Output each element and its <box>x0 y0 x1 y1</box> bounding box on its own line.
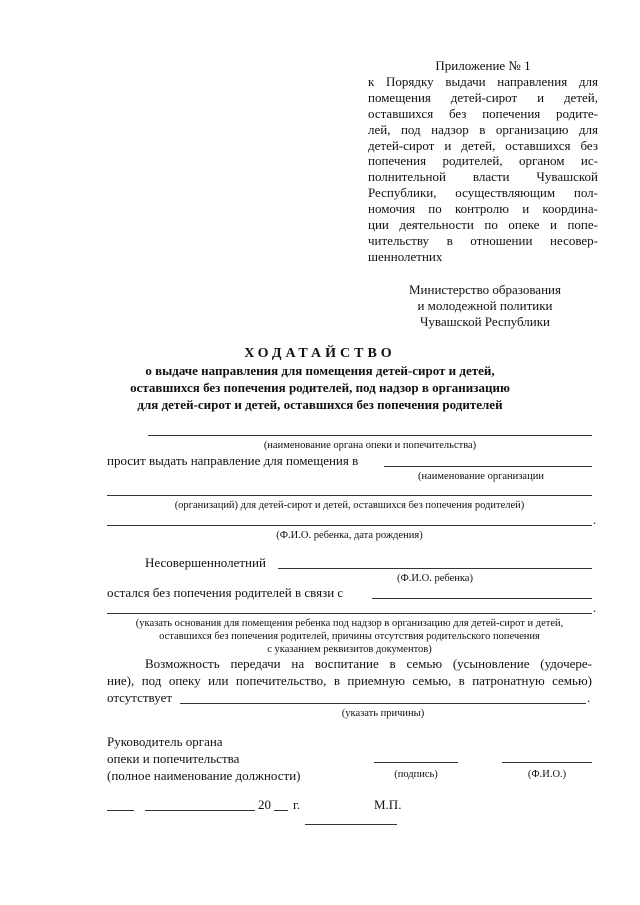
period-mark: . <box>587 690 591 705</box>
subtitle-line: для детей-сирот и детей, оставшихся без попечения родителей <box>137 397 503 412</box>
caption-child-fio: (Ф.И.О. ребенка) <box>397 573 473 584</box>
appendix-block <box>368 58 598 265</box>
appendix-line: номочия по контролю и координа- <box>368 201 598 217</box>
caption-reasons-short: (указать причины) <box>341 708 425 719</box>
caption-orgs-for: (организаций) для детей-сирот и детей, оставшихся без попечения родителей) <box>174 500 525 511</box>
fio-field[interactable] <box>502 762 592 763</box>
appendix-line: чительству в отношении несовер- <box>368 232 598 248</box>
period-mark: . <box>593 512 597 527</box>
subtitle-line: о выдаче направления для помещения детей-сирот и детей, <box>145 363 495 378</box>
caption-child-fio-dob: (Ф.И.О. ребенка, дата рождения) <box>276 530 423 541</box>
minor-label: Несовершеннолетний <box>145 555 266 570</box>
appendix-line: к Порядку выдачи направления для <box>368 73 598 89</box>
signature-position-line: (полное наименование должности) <box>107 768 301 783</box>
appendix-line: лей, под надзор в организацию для <box>368 121 598 137</box>
subtitle-line: оставшихся без попечения родителей, под надзор в организацию <box>130 380 510 395</box>
appendix-line: ции деятельности по опеке и попе- <box>368 217 598 233</box>
caption-reasons-line: оставшихся без попечения родителей, причины отсутствия родительского попечения <box>159 631 540 642</box>
caption-org-name: (наименование организации <box>418 471 544 482</box>
caption-guardianship-body: (наименование органа опеки и попечительства) <box>263 440 477 451</box>
appendix-line: Республики, осуществляющим пол- <box>368 185 598 201</box>
request-text: просит выдать направление для помещения в <box>107 453 359 468</box>
child-fio-dob-field[interactable] <box>107 525 592 526</box>
stamp-line <box>305 824 397 825</box>
caption-reasons-line: с указанием реквизитов документов) <box>267 644 432 655</box>
family-paragraph-line: Возможность передачи на воспитание в семью (усыновление (удочере- <box>145 656 592 671</box>
appendix-line: помещения детей-сирот и детей, <box>368 89 598 105</box>
date-year-field[interactable] <box>274 810 288 811</box>
signature-position-line: Руководитель органа <box>107 734 223 749</box>
document-subtitle <box>0 362 640 413</box>
organization-field[interactable] <box>384 466 592 467</box>
date-month-field[interactable] <box>145 810 255 811</box>
signature-position-line: опеки и попечительства <box>107 751 240 766</box>
absent-label: отсутствует <box>107 690 173 705</box>
appendix-header: Приложение № 1 <box>435 58 531 73</box>
stamp-label: М.П. <box>374 797 402 812</box>
period-mark: . <box>593 600 597 615</box>
caption-reasons <box>107 617 592 656</box>
caption-signature: (подпись) <box>394 769 438 780</box>
addressee-block <box>370 282 600 330</box>
addressee-line: и молодежной политики <box>417 298 553 313</box>
absence-reason-field[interactable] <box>180 703 586 704</box>
family-paragraph-line: ние), под опеку или попечительство, в приемную семью, в патронатную семью) <box>107 673 592 688</box>
appendix-line: попечения родителей, органом ис- <box>368 153 598 169</box>
year-prefix: 20 <box>258 797 271 812</box>
appendix-line: шеннолетних <box>368 248 443 264</box>
year-suffix: г. <box>293 797 301 812</box>
left-without-care-text: остался без попечения родителей в связи с <box>107 585 344 600</box>
document-title: ХОДАТАЙСТВО <box>244 346 396 361</box>
caption-reasons-line: (указать основания для помещения ребенка под надзор в организацию для детей-сирот и детей, <box>135 618 564 629</box>
appendix-line: детей-сирот и детей, оставшихся без <box>368 137 598 153</box>
caption-fio: (Ф.И.О.) <box>527 769 567 780</box>
organizations-field[interactable] <box>107 495 592 496</box>
appendix-line: оставшихся без попечения родите- <box>368 105 598 121</box>
reasons-field[interactable] <box>107 613 592 614</box>
guardianship-body-field[interactable] <box>148 435 592 436</box>
reason-field[interactable] <box>372 598 592 599</box>
date-day-field[interactable] <box>107 810 134 811</box>
appendix-line: полнительной власти Чувашской <box>368 169 598 185</box>
signature-field[interactable] <box>374 762 458 763</box>
addressee-line: Чувашской Республики <box>419 314 551 329</box>
addressee-line: Министерство образования <box>409 282 561 297</box>
child-fio-field[interactable] <box>278 568 592 569</box>
